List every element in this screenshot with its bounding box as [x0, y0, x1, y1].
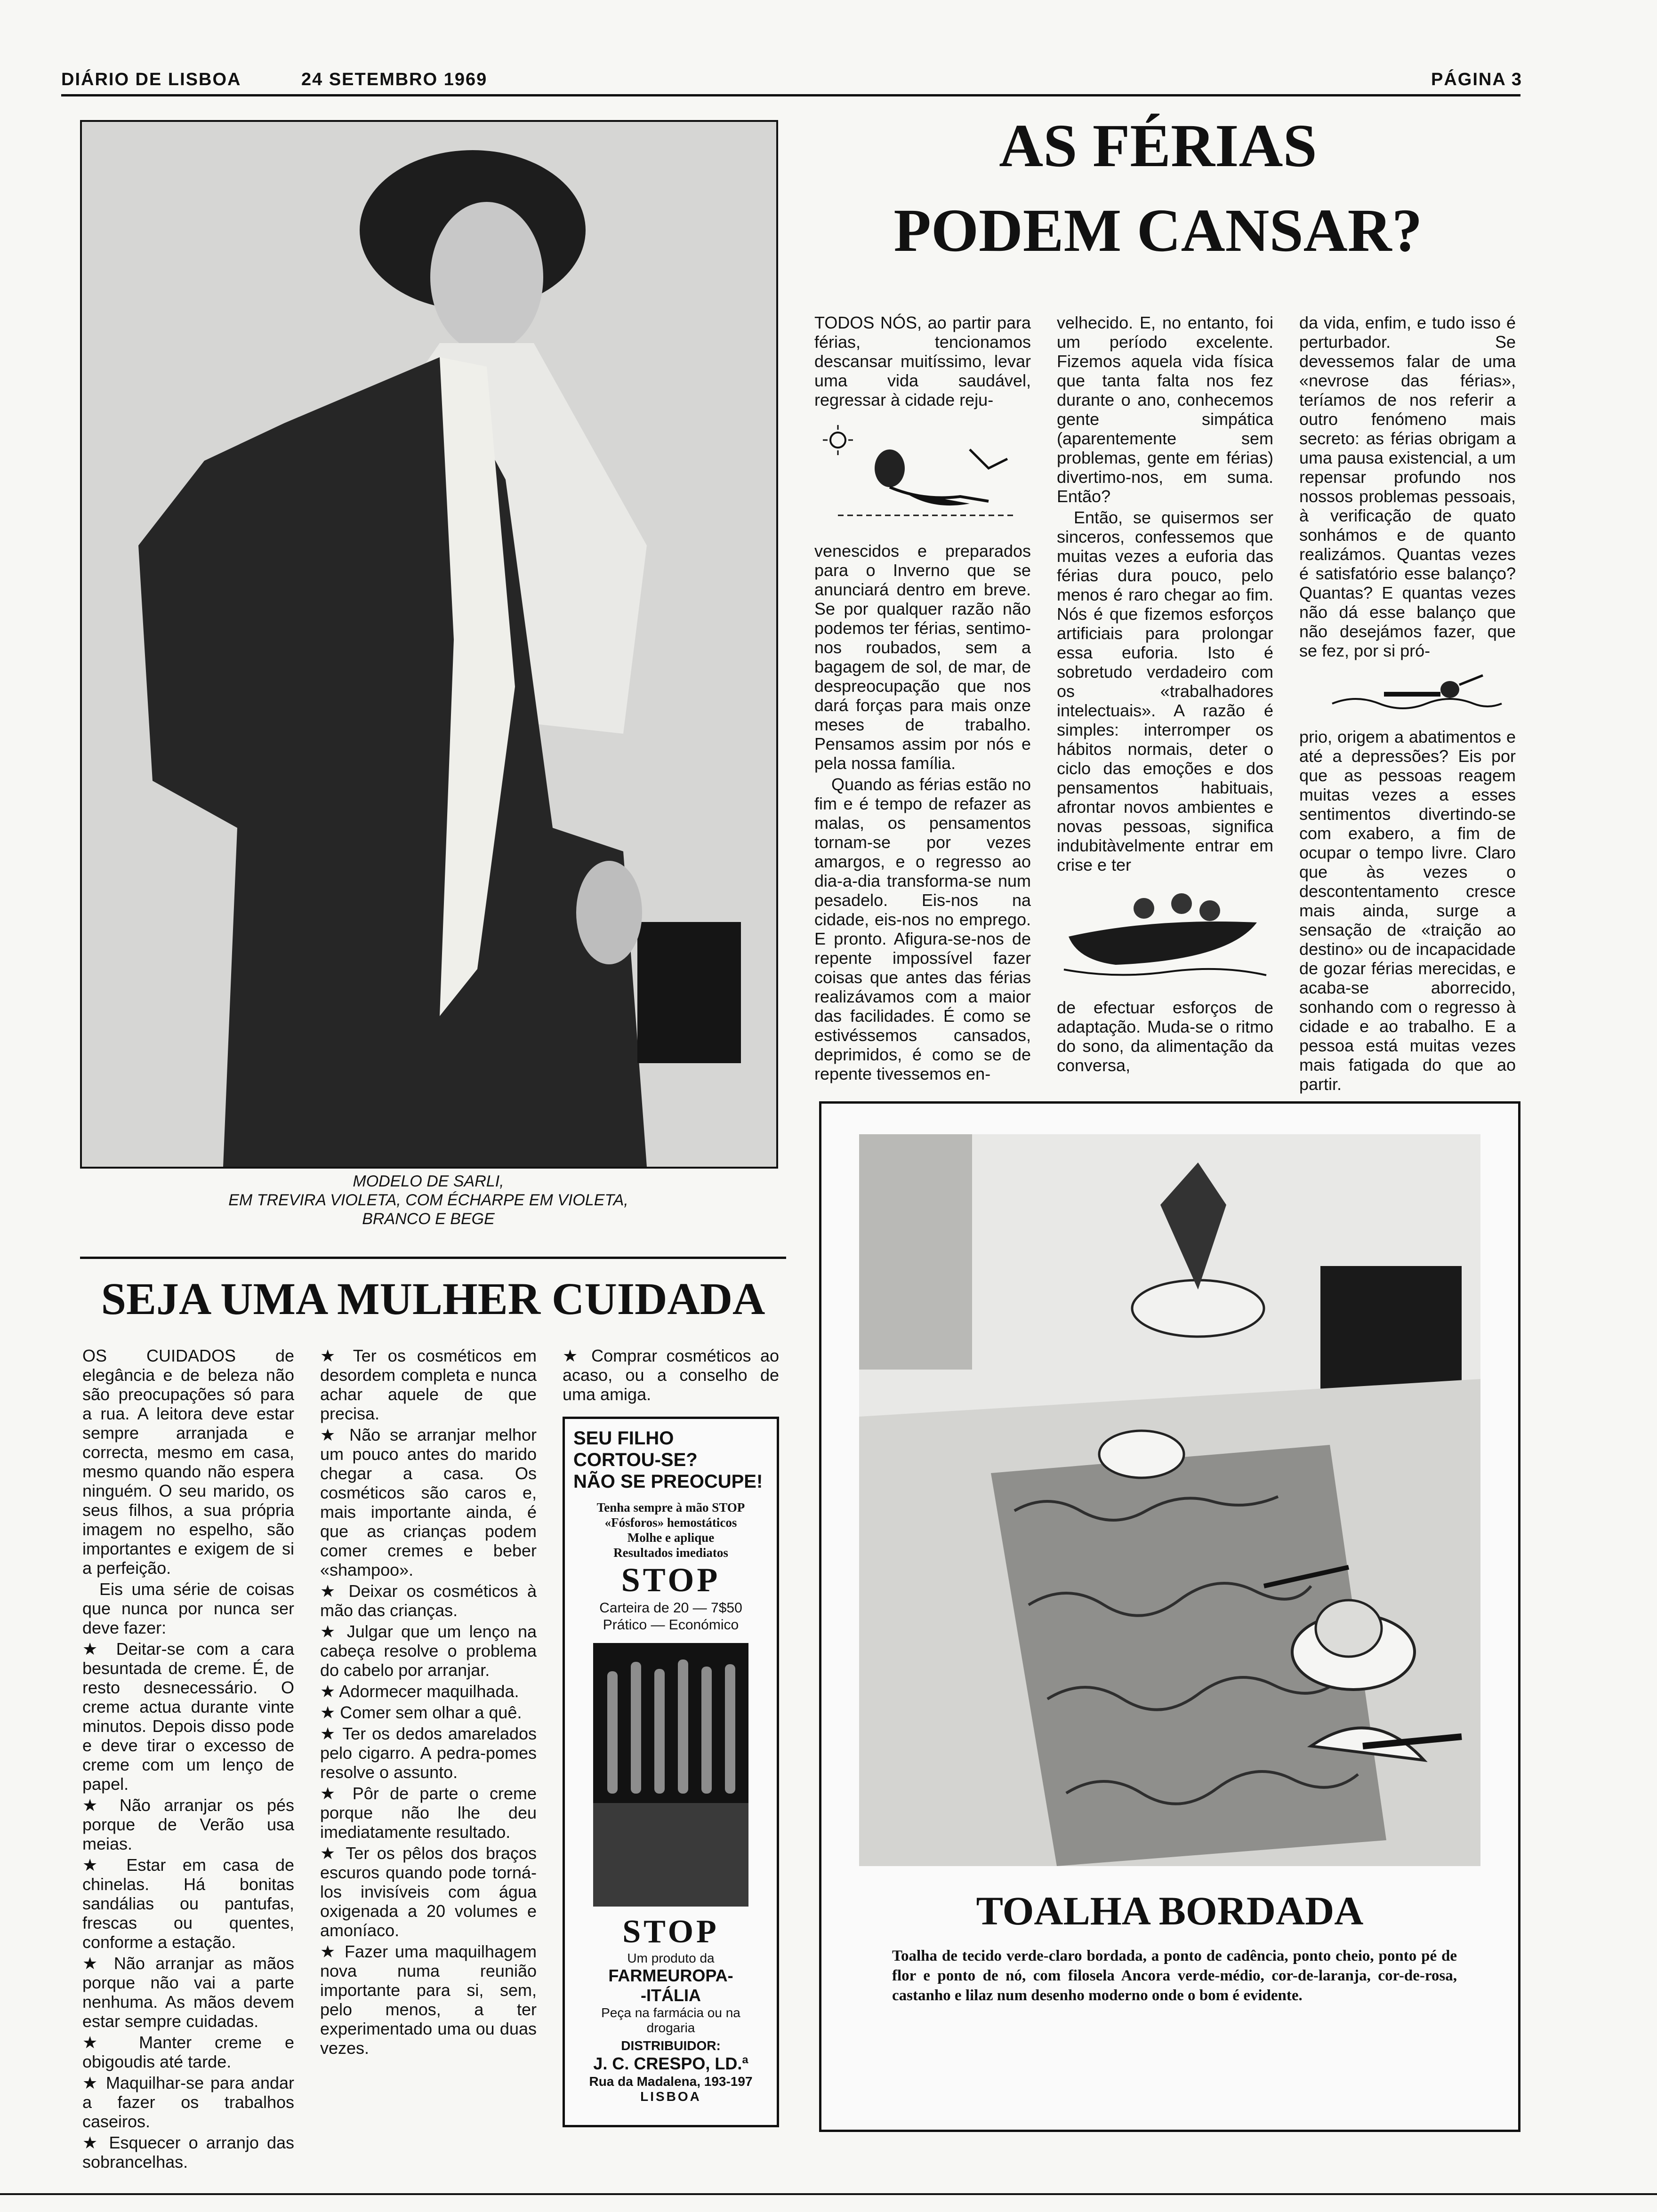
list-item: ★ Não se arranjar melhor um pouco antes do marido chegar a casa. Os cosméticos são caros e, mais importante ainda, é que as crianças podem comer cremes e beber «shampoo». — [320, 1425, 537, 1579]
list-item: ★ Estar em casa de chinelas. Há bonitas sandálias ou pantufas, frescas ou quentes, conforme a estação. — [82, 1855, 295, 1952]
ferias-column-3-cont — [1299, 727, 1516, 1096]
stop-distributor-name: J. C. CRESPO, LD.ª — [593, 2054, 748, 2073]
page-number: PÁGINA 3 — [1431, 70, 1523, 89]
stop-line-4: Resultados imediatos — [613, 1546, 728, 1560]
toalha-frame — [819, 1101, 1520, 2132]
stop-line-2: «Fósforos» hemostáticos — [604, 1515, 737, 1530]
stop-price: Carteira de 20 — 7$50 — [599, 1600, 742, 1616]
list-item: ★ Fazer uma maquilhagem nova numa reunião importante para si, sem, pelo menos, a ter experimentado uma ou duas vezes. — [320, 1942, 537, 2058]
stop-brand-2: STOP — [622, 1914, 719, 1950]
list-item: ★ Julgar que um lenço na cabeça resolve o problema do cabelo por arranjar. — [320, 1622, 537, 1680]
ferias-col3-p1: da vida, enfim, e tudo isso é perturbador. Se devessemos falar de uma «nevrose das férias», teríamos de nos referir a outro fenómeno mais secreto: as férias obrigam a uma pausa existencial, a um repensar profundo nos nossos problemas pessoais, à verificação de quato sonhámos e de quanto realizámos. Quantas vezes é satisfatório esse balanço? Quantas? E quantas vezes não dá esse balanço que não desejámos fazer, que se fez, por si pró- — [1299, 313, 1516, 660]
ferias-title-line-1: AS FÉRIAS — [999, 112, 1317, 180]
cuidada-top-rule — [80, 1257, 786, 1259]
stop-maker-2: -ITÁLIA — [641, 1986, 701, 2005]
publication-date: 24 SETEMBRO 1969 — [301, 70, 488, 89]
caption-line-2: EM TREVIRA VIOLETA, COM ÉCHARPE EM VIOLETA, — [228, 1191, 628, 1209]
stop-advertisement — [563, 1417, 779, 2127]
ferias-col2-p2: Então, se quisermos ser sinceros, confessemos que muitas vezes a euforia das férias dura pouco, pelo menos é raro chegar ao fim. Nós é que fizemos esforços artificiais para prolongar essa euforia. Isto é sobretudo verdadeiro com os «trabalhadores intelectuais». A razão é simples: interromper os hábitos normais, deter o ciclo das emoções e dos pensamentos habituais, afrontar novos ambientes e novas pessoas, significa indubitàvelmente entrar em crise e ter — [1057, 508, 1273, 874]
ferias-col1-top: TODOS NÓS, ao partir para férias, tencionamos descansar muitíssimo, levar uma vida saudável, regressar à cidade reju- — [814, 313, 1031, 409]
star-icon: ★ — [82, 1954, 114, 1973]
list-item: ★ Ter os cosméticos em desordem completa e nunca achar aquele de que precisa. — [320, 1346, 537, 1423]
star-icon: ★ — [82, 2073, 106, 2092]
footer-rule — [0, 2193, 1657, 2195]
star-icon: ★ — [82, 1795, 120, 1815]
publication-name: DIÁRIO DE LISBOA — [61, 70, 241, 89]
stop-maker-1: FARMEUROPA- — [608, 1966, 733, 1985]
stop-distributor-city: LISBOA — [640, 2089, 701, 2104]
star-icon: ★ — [82, 2133, 109, 2152]
list-item: ★ Comer sem olhar a quê. — [320, 1703, 522, 1722]
star-icon: ★ — [320, 1682, 339, 1701]
stop-where-1: Peça na farmácia ou na — [601, 2005, 740, 2020]
star-icon: ★ — [82, 1639, 116, 1659]
ferias-column-1-cont — [814, 541, 1031, 1085]
ferias-col2-p3: de efectuar esforços de adaptação. Muda-se o ritmo do sono, da alimentação da conversa, — [1057, 998, 1273, 1075]
cuidada-col1-p1: OS CUIDADOS de elegância e de beleza não são preocupações só para a rua. A leitora deve estar sempre arranjada e correcta, mesmo em casa, mesmo quando não espera ninguém. O seu marido, os seus filhos, a sua própria imagem no espelho, são importantes e exigem de si a perfeição. — [82, 1346, 294, 1578]
stop-brand: STOP — [621, 1561, 721, 1599]
stop-line-1: Tenha sempre à mão STOP — [596, 1500, 745, 1515]
matches-image — [593, 1643, 748, 1907]
sunbather-illustration — [819, 421, 1026, 534]
ferias-column-3 — [1299, 313, 1516, 662]
star-icon: ★ — [320, 1425, 350, 1444]
stop-distributor-label: DISTRIBUIDOR: — [621, 2038, 721, 2053]
star-icon: ★ — [82, 2033, 139, 2052]
star-icon: ★ — [320, 1942, 345, 1961]
list-item: ★ Adormecer maquilhada. — [320, 1682, 519, 1701]
fashion-caption — [80, 1172, 777, 1228]
star-icon: ★ — [320, 1346, 353, 1365]
cuidada-column-2 — [320, 1346, 537, 2060]
list-item: ★ Pôr de parte o creme porque não lhe deu imediatamente resultado. — [320, 1784, 537, 1842]
star-icon: ★ — [320, 1581, 349, 1601]
star-icon: ★ — [320, 1724, 343, 1743]
list-item: ★ Manter creme e obigoudis até tarde. — [82, 2033, 294, 2071]
cuidada-title: SEJA UMA MULHER CUIDADA — [101, 1274, 765, 1324]
list-item: ★ Não arranjar os pés porque de Verão usa meias. — [82, 1795, 294, 1853]
tablecloth-photo — [859, 1134, 1480, 1866]
cuidada-column-1 — [82, 1346, 294, 2173]
star-icon: ★ — [320, 1784, 353, 1803]
toalha-title: TOALHA BORDADA — [976, 1888, 1364, 1933]
list-item: ★ Deixar os cosméticos à mão das crianças. — [320, 1581, 537, 1620]
star-icon: ★ — [82, 1855, 127, 1875]
star-icon: ★ — [320, 1622, 347, 1641]
stop-product-of: Um produto da — [627, 1951, 715, 1965]
stop-where-2: drogaria — [646, 2020, 695, 2035]
list-item: ★ Esquecer o arranjo das sobrancelhas. — [82, 2133, 295, 2172]
ferias-col1-p1: venescidos e preparados para o Inverno que se anunciará dentro em breve. Se por qualquer razão não podemos ter férias, sentimo-nos roubados, sem a bagagem de sol, de mar, de despreocupação que nos dará forças para mais onze meses de trabalho. Pensamos assim por nós e pela nossa família. — [814, 541, 1031, 773]
cuidada-col1-p2: Eis uma série de coisas que nunca por nunca ser deve fazer: — [82, 1579, 294, 1637]
ferias-col1-p2: Quando as férias estão no fim e é tempo de refazer as malas, os pensamentos tornam-se por vezes amargos, e o regresso ao dia-a-dia transforma-se num pesadelo. Eis-nos na cidade, eis-nos no emprego. E pronto. Afigura-se-nos de repente impossível fazer coisas que antes das férias realizávamos com a maior das facilidades. É como se estivéssemos cansados, deprimidos, é como se de repente tivessemos en- — [814, 775, 1031, 1083]
list-item: ★ Não arranjar as mãos porque não vai a parte nenhuma. As mãos devem estar sempre cuidadas. — [82, 1954, 294, 2031]
star-icon: ★ — [320, 1843, 346, 1863]
list-item: ★ Comprar cosméticos ao acaso, ou a conselho de uma amiga. — [563, 1346, 779, 1404]
stop-distributor-address: Rua da Madalena, 193-197 — [589, 2074, 753, 2089]
star-icon: ★ — [320, 1703, 340, 1722]
stop-headline: SEU FILHO CORTOU-SE? NÃO SE PREOCUPE! — [573, 1428, 763, 1492]
swimmer-illustration — [1327, 666, 1506, 722]
header-rule — [61, 94, 1520, 96]
toalha-description: Toalha de tecido verde-claro bordada, a ponto de cadência, ponto cheio, ponto pé de flor e ponto de nó, com filosela Ancora verde-médio, cor-de-laranja, cor-de-rosa, castanho e lilaz num desenho moderno onde o bom é evidente. — [892, 1948, 1457, 2004]
fashion-photo — [80, 120, 778, 1169]
ferias-col2-p1: velhecido. E, no entanto, foi um período excelente. Fizemos aquela vida física que tanta falta nos fez durante o ano, conhecemos gente simpática (aparentemente sem problemas, gente em férias) divertimo-nos, em suma. Então? — [1057, 313, 1273, 506]
ferias-col3-p2: prio, origem a abatimentos e até a depressões? Eis por que as pessoas reagem muitas vezes a esses sentimentos divertindo-se com exabero, a fim de ocupar o tempo livre. Claro que às vezes o descontentamento cresce mais ainda, surge a sensação de «traição ao destino» ou de incapacidade de gozar férias merecidas, e acaba-se aborrecido, sonhando com o regresso à cidade e ao trabalho. E a pessoa está muitas vezes mais fatigada do que ao partir. — [1299, 727, 1516, 1094]
stop-line-3: Molhe e aplique — [627, 1531, 715, 1545]
ferias-title-line-2: PODEM CANSAR? — [893, 197, 1423, 264]
caption-line-1: MODELO DE SARLI, — [353, 1172, 504, 1190]
caption-line-3: BRANCO E BEGE — [362, 1210, 495, 1228]
star-icon: ★ — [563, 1346, 592, 1365]
list-item: ★ Deitar-se com a cara besuntada de creme. É, de resto desnecessário. O creme actua durante vinte minutos. Depois disso pode e deve tirar o excesso de creme com um lenço de papel. — [82, 1639, 295, 1794]
boat-illustration — [1059, 866, 1271, 984]
list-item: ★ Ter os dedos amarelados pelo cigarro. A pedra-pomes resolve o assunto. — [320, 1724, 537, 1782]
list-item: ★ Maquilhar-se para andar a fazer os trabalhos caseiros. — [82, 2073, 294, 2131]
ferias-column-2 — [1057, 313, 1273, 876]
list-item: ★ Ter os pêlos dos braços escuros quando pode torná-los invisíveis com água oxigenada a 20 volumes e amoníaco. — [320, 1843, 537, 1940]
ferias-column-1 — [814, 313, 1031, 411]
stop-slogan: Prático — Económico — [603, 1617, 739, 1633]
ferias-column-2-end — [1057, 998, 1273, 1077]
cuidada-column-3 — [563, 1346, 779, 1406]
